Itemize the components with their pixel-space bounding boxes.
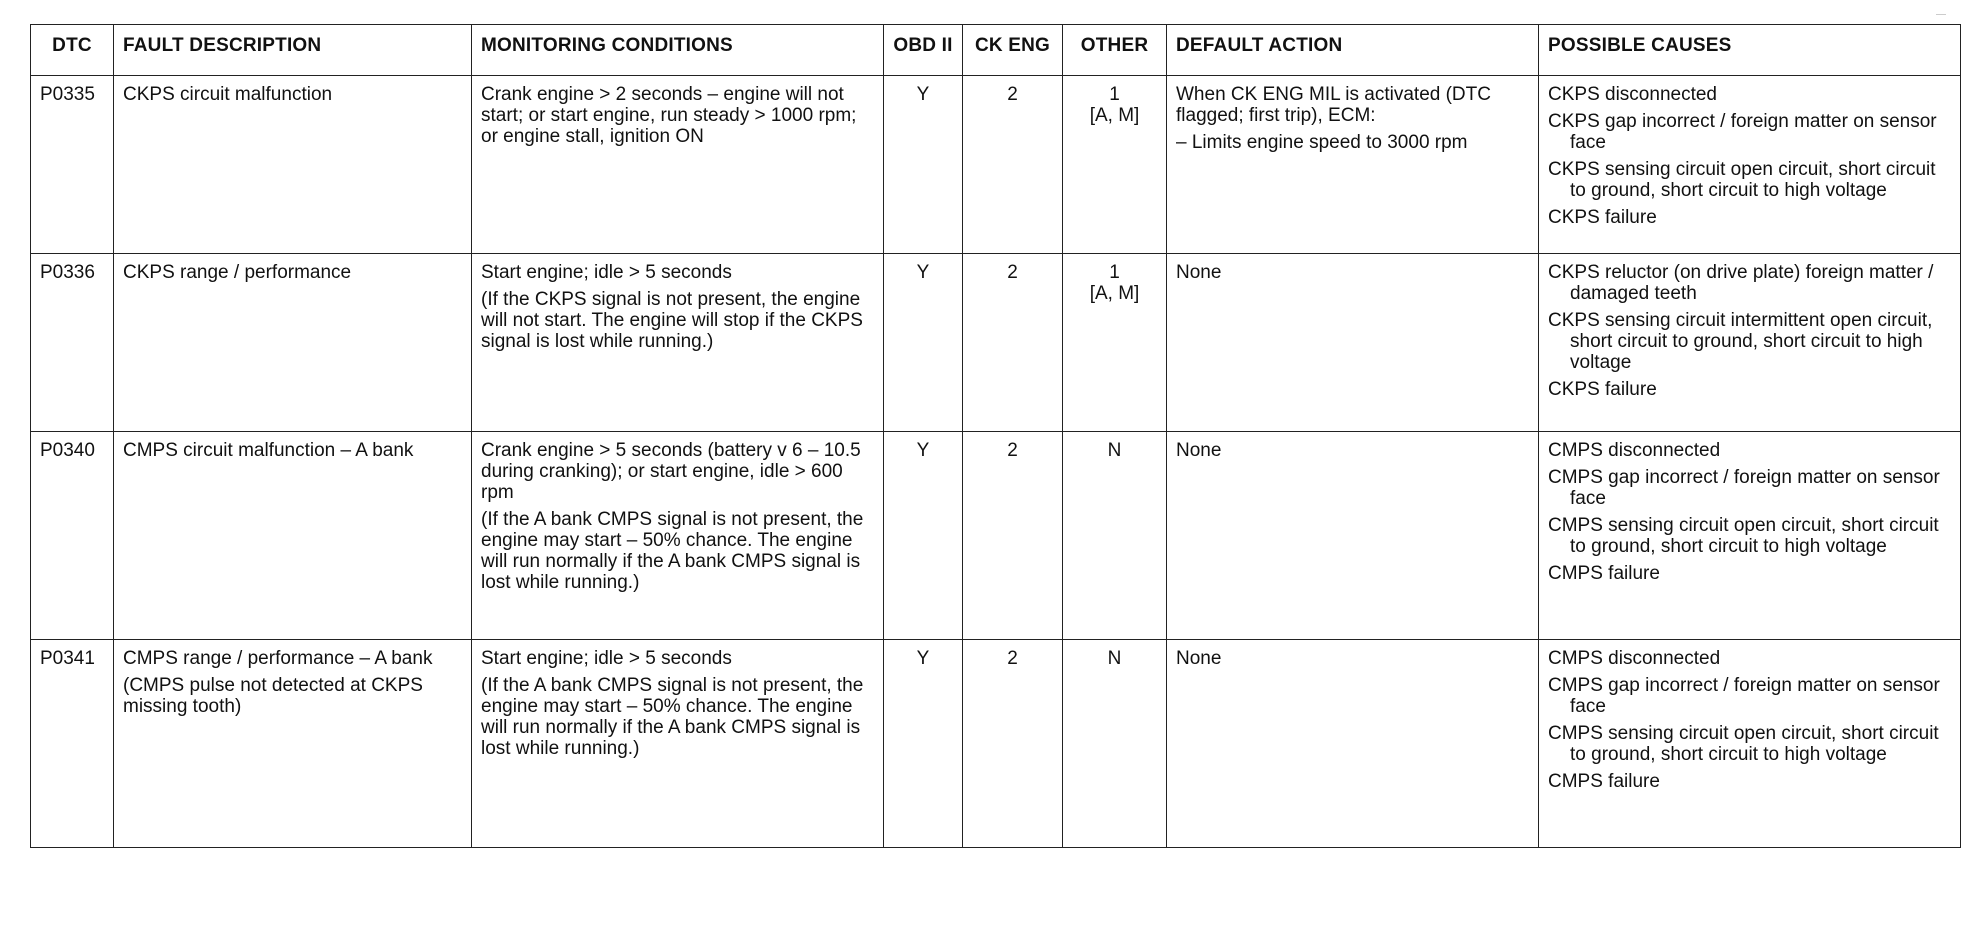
cause-item: CMPS disconnected [1548,648,1721,669]
fault-note: (CMPS pulse not detected at CKPS missing tooth) [123,675,423,717]
obd-ii-value: Y [884,432,963,640]
dtc-code: P0341 [31,640,114,848]
cause-item: CKPS disconnected [1548,84,1717,105]
table-row [31,432,1961,640]
other-value [1063,254,1167,432]
ck-eng-value: 2 [963,254,1063,432]
other-main: N [1107,440,1122,461]
monitoring-conditions [472,76,884,254]
monitoring-text: Start engine; idle > 5 seconds [481,648,732,669]
dtc-code: P0336 [31,254,114,432]
default-action-text: When CK ENG MIL is activated (DTC flagged; first trip), ECM: [1176,84,1491,126]
fault-text: CMPS range / performance – A bank [123,648,433,669]
fault-description [114,254,472,432]
header-possible-causes: POSSIBLE CAUSES [1539,25,1961,76]
monitoring-text: Crank engine > 2 seconds – engine will not start; or start engine, run steady > 1000 rpm; or engine stall, ignition ON [481,84,857,147]
fault-description [114,640,472,848]
header-other: OTHER [1063,25,1167,76]
ck-eng-value: 2 [963,76,1063,254]
monitoring-note: (If the CKPS signal is not present, the engine will not start. The engine will stop if the CKPS signal is lost while running.) [481,289,863,352]
table-row [31,640,1961,848]
fault-description [114,432,472,640]
dtc-table [30,24,1961,848]
possible-causes [1539,254,1961,432]
fault-description [114,76,472,254]
fault-text: CKPS range / performance [123,262,352,283]
table-row [31,254,1961,432]
obd-ii-value: Y [884,640,963,848]
cause-item: CKPS reluctor (on drive plate) foreign matter / damaged teeth [1548,262,1934,304]
default-action-item: – Limits engine speed to 3000 rpm [1176,132,1468,153]
possible-causes [1539,640,1961,848]
monitoring-conditions [472,640,884,848]
ck-eng-value: 2 [963,432,1063,640]
cause-item: CKPS gap incorrect / foreign matter on sensor face [1548,111,1937,153]
cause-item: CKPS sensing circuit intermittent open circuit, short circuit to ground, short circuit to high voltage [1548,310,1933,373]
cause-item: CKPS failure [1548,207,1657,228]
default-action: None [1167,254,1539,432]
header-row [31,25,1961,76]
header-monitoring-conditions: MONITORING CONDITIONS [472,25,884,76]
other-value [1063,76,1167,254]
other-main: 1 [1109,262,1120,283]
monitoring-text: Start engine; idle > 5 seconds [481,262,732,283]
cause-item: CKPS failure [1548,379,1657,400]
cause-item: CMPS failure [1548,771,1660,792]
monitoring-conditions [472,432,884,640]
fault-text: CKPS circuit malfunction [123,84,333,105]
default-action: None [1167,432,1539,640]
header-obd-ii: OBD II [884,25,963,76]
header-ck-eng: CK ENG [963,25,1063,76]
cause-item: CMPS failure [1548,563,1660,584]
obd-ii-value: Y [884,254,963,432]
cause-item: CMPS gap incorrect / foreign matter on sensor face [1548,467,1940,509]
monitoring-note: (If the A bank CMPS signal is not present, the engine may start – 50% chance. The engine will run normally if the A bank CMPS signal is lost while running.) [481,675,864,759]
cause-item: CKPS sensing circuit open circuit, short circuit to ground, short circuit to high voltage [1548,159,1936,201]
default-action [1167,76,1539,254]
obd-ii-value: Y [884,76,963,254]
other-value [1063,432,1167,640]
default-action: None [1167,640,1539,848]
cause-item: CMPS sensing circuit open circuit, short circuit to ground, short circuit to high voltage [1548,723,1939,765]
monitoring-text: Crank engine > 5 seconds (battery v 6 – 10.5 during cranking); or start engine, idle > 600 rpm [481,440,861,503]
monitoring-conditions [472,254,884,432]
other-value [1063,640,1167,848]
header-dtc: DTC [31,25,114,76]
ck-eng-value: 2 [963,640,1063,848]
cause-item: CMPS disconnected [1548,440,1721,461]
dtc-code: P0340 [31,432,114,640]
other-main: N [1107,648,1122,669]
table-row [31,76,1961,254]
possible-causes [1539,432,1961,640]
header-default-action: DEFAULT ACTION [1167,25,1539,76]
other-main: 1 [1109,84,1120,105]
cause-item: CMPS sensing circuit open circuit, short circuit to ground, short circuit to high voltage [1548,515,1939,557]
monitoring-note: (If the A bank CMPS signal is not present, the engine may start – 50% chance. The engine will run normally if the A bank CMPS signal is lost while running.) [481,509,864,593]
possible-causes [1539,76,1961,254]
header-fault-description: FAULT DESCRIPTION [114,25,472,76]
cause-item: CMPS gap incorrect / foreign matter on sensor face [1548,675,1940,717]
page-corner-mark [1936,14,1946,15]
dtc-code: P0335 [31,76,114,254]
fault-text: CMPS circuit malfunction – A bank [123,440,414,461]
other-sub: [A, M] [1089,283,1140,304]
other-sub: [A, M] [1089,105,1140,126]
